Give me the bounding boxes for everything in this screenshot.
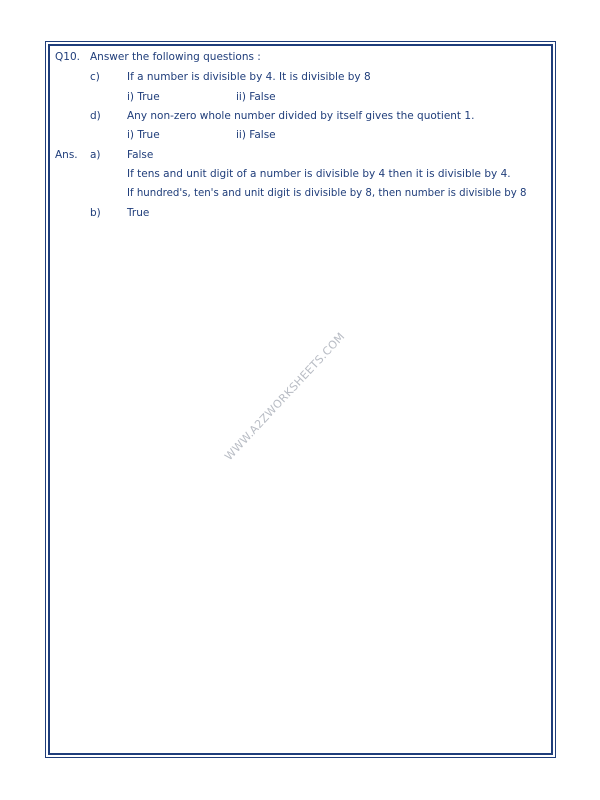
item-c-text: If a number is divisible by 4. It is divisible by 8 (127, 71, 371, 83)
page-border-inner (48, 44, 553, 755)
item-d-text: Any non-zero whole number divided by itself gives the quotient 1. (127, 110, 475, 122)
answer-b-line-1: True (127, 207, 150, 219)
item-d-option-true: i) True (127, 129, 160, 141)
item-c-option-false: ii) False (236, 91, 276, 103)
watermark-text: WWW.A2ZWORKSHEETS.COM (222, 329, 348, 464)
question-instruction: Answer the following questions : (90, 51, 261, 63)
item-d-option-false: ii) False (236, 129, 276, 141)
answer-a-line-1: False (127, 149, 154, 161)
answers-heading: Ans. (55, 149, 78, 161)
item-c-label: c) (90, 71, 100, 83)
answer-a-label: a) (90, 149, 101, 161)
answer-a-line-2: If tens and unit digit of a number is divisible by 4 then it is divisible by 4. (127, 168, 511, 180)
question-number: Q10. (55, 51, 80, 63)
answer-a-line-3: If hundred's, ten's and unit digit is divisible by 8, then number is divisible by 8 (127, 188, 527, 199)
item-c-option-true: i) True (127, 91, 160, 103)
item-d-label: d) (90, 110, 101, 122)
answer-b-label: b) (90, 207, 101, 219)
